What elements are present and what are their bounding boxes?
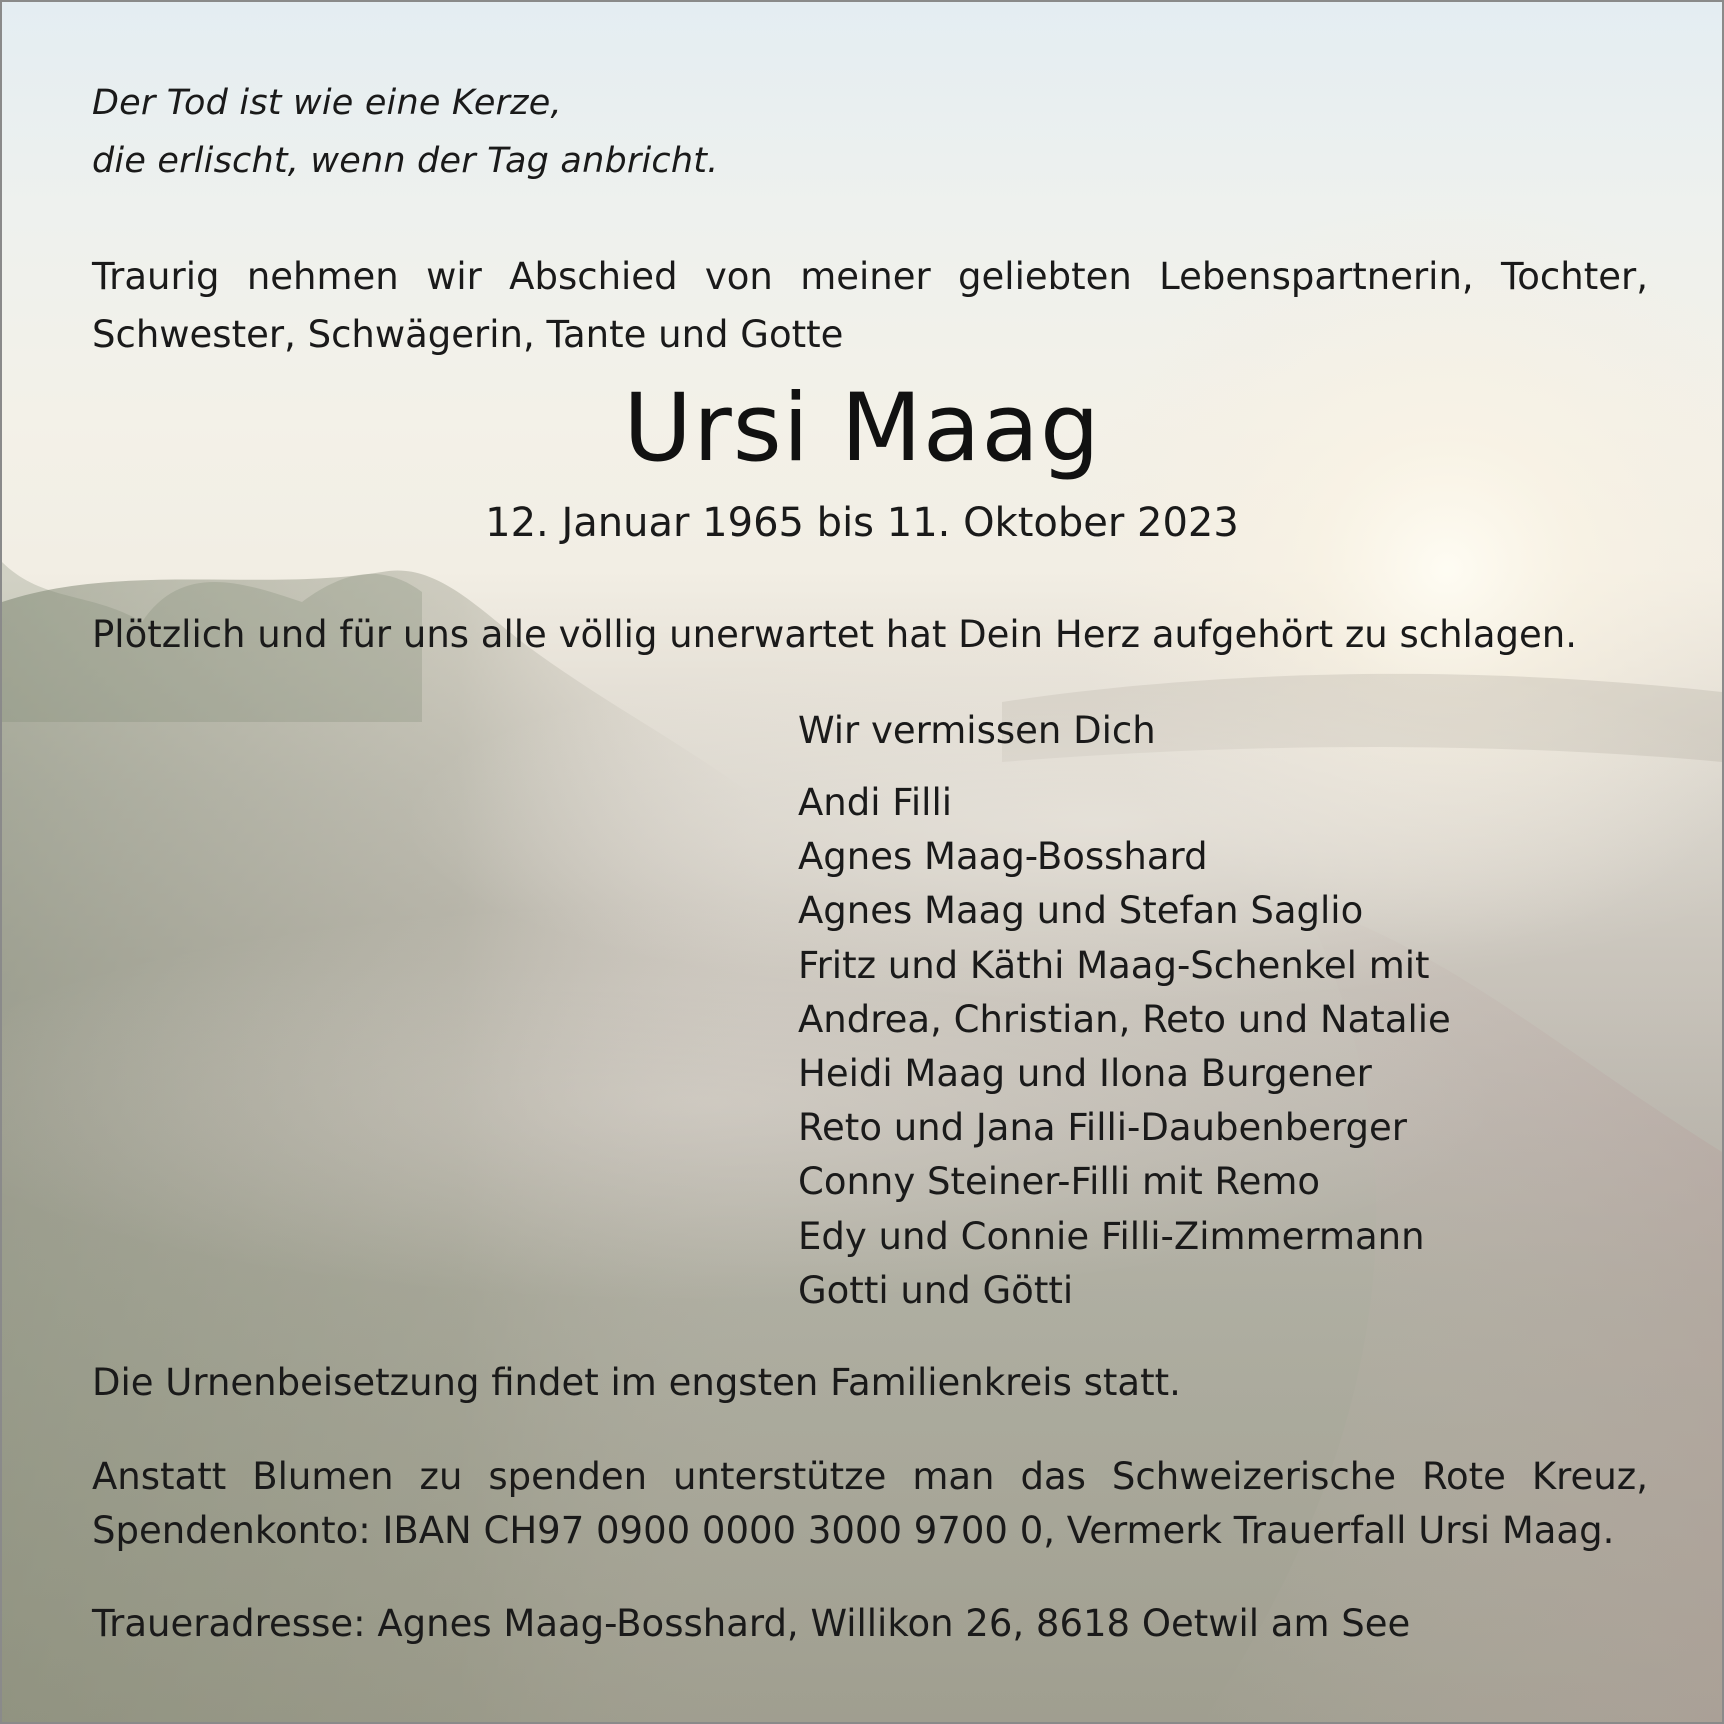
mourner-name: Andi Filli — [798, 781, 952, 824]
donation-word: Rote — [1421, 1455, 1506, 1498]
donation-word: zu — [419, 1455, 463, 1498]
intro-word: Lebenspartnerin, — [1159, 255, 1474, 298]
burial-notice: Die Urnenbeisetzung findet im engsten Familienkreis statt. — [92, 1361, 1181, 1404]
mourner-name: Edy und Connie Filli-Zimmermann — [798, 1214, 1425, 1258]
donation-word: spenden — [488, 1455, 648, 1498]
mourner-name: Agnes Maag-Bosshard — [798, 835, 1208, 879]
donation-notice — [92, 1450, 1648, 1558]
mourners-list — [798, 776, 1451, 1318]
deceased-name: Ursi Maag — [623, 374, 1101, 483]
intro-line-2: Schwester, Schwägerin, Tante und Gotte — [92, 313, 844, 356]
intro-word: von — [704, 255, 773, 298]
donation-word: das — [1020, 1455, 1086, 1498]
donation-word: unterstütze — [673, 1455, 887, 1498]
donation-word: Anstatt — [92, 1455, 227, 1498]
intro-word: nehmen — [246, 255, 399, 298]
intro-word: wir — [426, 255, 482, 298]
donation-word: Kreuz, — [1531, 1455, 1648, 1498]
intro-line-1 — [92, 248, 1648, 306]
mourner-name: Gotti und Götti — [798, 1268, 1074, 1312]
farewell-intro — [92, 248, 1648, 364]
mourners-heading: Wir vermissen Dich — [798, 709, 1156, 752]
mourner-name: Agnes Maag und Stefan Saglio — [798, 889, 1364, 933]
mourner-name: Heidi Maag und Ilona Burgener — [798, 1052, 1372, 1096]
opening-quote — [92, 74, 718, 190]
donation-word: Blumen — [252, 1455, 394, 1498]
mourner-name: Conny Steiner-Filli mit Remo — [798, 1160, 1321, 1204]
mourner-name: Fritz und Käthi Maag-Schenkel mit — [798, 943, 1430, 987]
sudden-death-text: Plötzlich und für uns alle völlig unerwartet hat Dein Herz aufgehört zu schlagen. — [92, 613, 1577, 656]
mourner-name: Andrea, Christian, Reto und Natalie — [798, 997, 1451, 1041]
donation-word: Schweizerische — [1111, 1455, 1396, 1498]
donation-account-line: Spendenkonto: IBAN CH97 0900 0000 3000 9700 0, Vermerk Trauerfall Ursi Maag. — [92, 1509, 1615, 1552]
quote-line-1: Der Tod ist wie eine Kerze, — [92, 83, 562, 123]
donation-line-1 — [92, 1450, 1648, 1504]
mourning-address: Traueradresse: Agnes Maag-Bosshard, Willikon 26, 8618 Oetwil am See — [92, 1602, 1411, 1645]
mourner-name: Reto und Jana Filli-Daubenberger — [798, 1106, 1407, 1150]
intro-word: Tochter, — [1500, 255, 1648, 298]
life-dates: 12. Januar 1965 bis 11. Oktober 2023 — [485, 500, 1239, 546]
intro-word: Traurig — [92, 255, 220, 298]
intro-word: meiner — [800, 255, 931, 298]
quote-line-2: die erlischt, wenn der Tag anbricht. — [92, 141, 719, 181]
intro-word: Abschied — [509, 255, 678, 298]
intro-word: geliebten — [958, 255, 1132, 298]
donation-word: man — [912, 1455, 995, 1498]
